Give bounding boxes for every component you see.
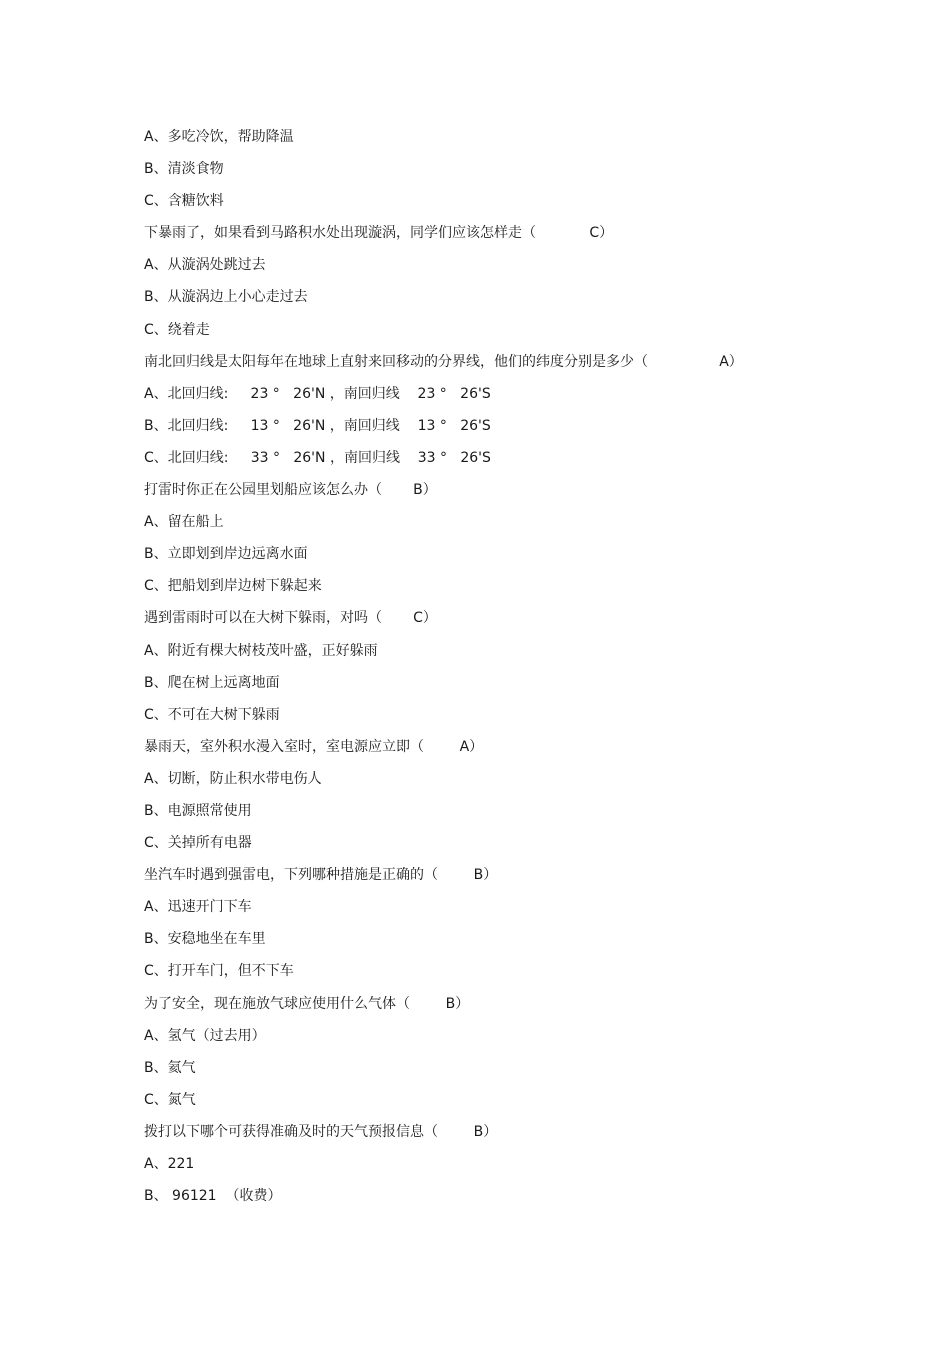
option-line: B、爬在树上远离地面 — [144, 674, 280, 691]
option-line: A、北回归线: 23 ° 26'N ，南回归线 23 ° 26'S — [144, 385, 491, 402]
question-line: 为了安全，现在施放气球应使用什么气体（ B） — [144, 995, 470, 1012]
option-line: B、从漩涡边上小心走过去 — [144, 289, 308, 306]
option-line: C、北回归线: 33 ° 26'N ，南回归线 33 ° 26'S — [144, 449, 491, 466]
quiz-text — [144, 126, 844, 1217]
option-line: C、氮气 — [144, 1091, 196, 1108]
option-line: A、多吃冷饮，帮助降温 — [144, 129, 294, 145]
option-line: C、绕着走 — [144, 321, 210, 338]
option-line: A、留在船上 — [144, 514, 224, 531]
option-line: A、221 — [144, 1156, 195, 1172]
question-line: 遇到雷雨时可以在大树下躲雨，对吗（ C） — [144, 610, 437, 627]
question-line: 下暴雨了，如果看到马路积水处出现漩涡，同学们应该怎样走（ C） — [144, 225, 614, 242]
option-line: C、关掉所有电器 — [144, 835, 252, 852]
option-line: B、北回归线: 13 ° 26'N ，南回归线 13 ° 26'S — [144, 417, 491, 434]
option-line: C、把船划到岸边树下躲起来 — [144, 578, 322, 595]
option-line: B、立即划到岸边远离水面 — [144, 546, 308, 563]
question-line: 坐汽车时遇到强雷电，下列哪种措施是正确的（ B） — [144, 867, 498, 884]
question-line: 暴雨天，室外积水漫入室时，室电源应立即（ A） — [144, 738, 484, 755]
option-line: B、氦气 — [144, 1059, 196, 1076]
question-line: 拨打以下哪个可获得准确及时的天气预报信息（ B） — [144, 1123, 498, 1140]
option-line: B、清淡食物 — [144, 161, 224, 178]
option-line: B、安稳地坐在车里 — [144, 931, 266, 948]
option-line: C、不可在大树下躲雨 — [144, 706, 280, 723]
question-line: 打雷时你正在公园里划船应该怎么办（ B） — [144, 482, 437, 499]
option-line: B、 96121 （收费） — [144, 1188, 282, 1205]
option-line: A、从漩涡处跳过去 — [144, 257, 266, 274]
question-line: 南北回归线是太阳每年在地球上直射来回移动的分界线，他们的纬度分别是多少（ A） — [144, 353, 743, 370]
option-line: C、含糖饮料 — [144, 193, 224, 210]
option-line: C、打开车门，但不下车 — [144, 963, 294, 980]
option-line: B、电源照常使用 — [144, 802, 252, 819]
option-line: A、切断，防止积水带电伤人 — [144, 770, 322, 787]
option-line: A、迅速开门下车 — [144, 899, 252, 916]
option-line: A、氢气（过去用） — [144, 1027, 266, 1044]
option-line: A、附近有棵大树枝茂叶盛，正好躲雨 — [144, 642, 378, 659]
